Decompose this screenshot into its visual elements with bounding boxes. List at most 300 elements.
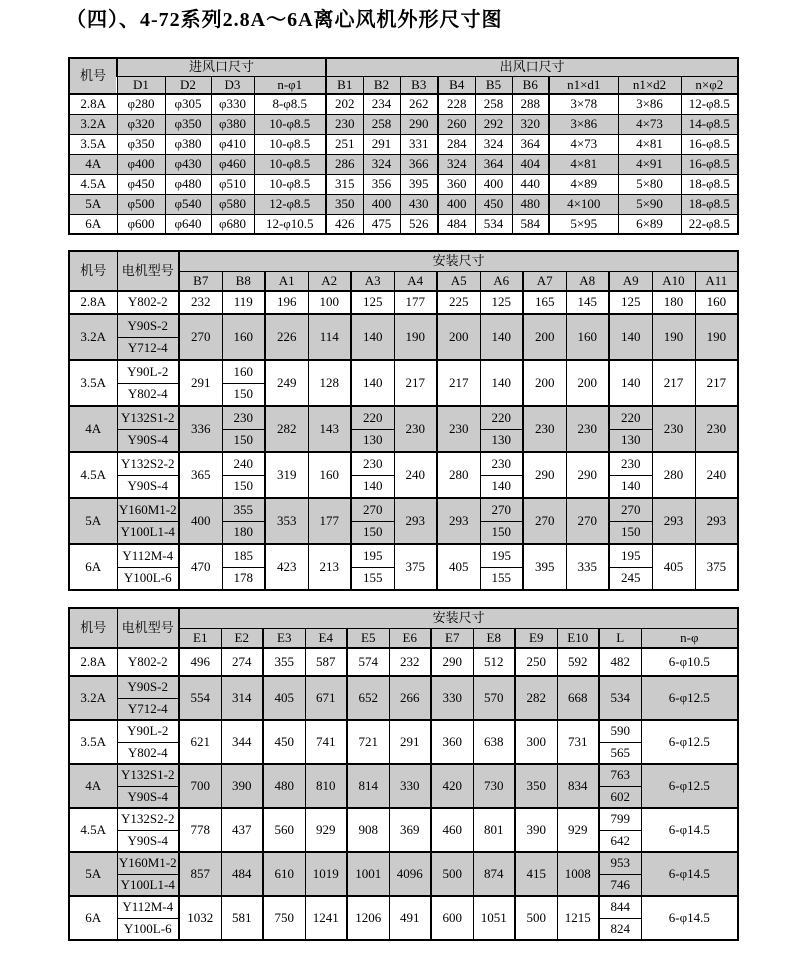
value-cell: 270 bbox=[179, 314, 222, 360]
value-cell-top: 220 bbox=[351, 406, 394, 429]
value-cell: 258 bbox=[475, 94, 512, 114]
value-cell: 18-φ8.5 bbox=[681, 174, 738, 194]
value-cell: 293 bbox=[394, 498, 437, 544]
motor-column-header: 电机型号 bbox=[117, 608, 179, 648]
value-cell-top: 844 bbox=[599, 896, 641, 918]
value-cell-bottom: 746 bbox=[599, 874, 641, 896]
value-cell: 290 bbox=[400, 114, 438, 134]
value-cell-bottom: 140 bbox=[480, 475, 523, 498]
value-cell: 200 bbox=[523, 314, 566, 360]
value-cell: 1241 bbox=[305, 896, 347, 940]
value-cell: 180 bbox=[652, 291, 695, 314]
value-cell: 638 bbox=[473, 720, 515, 764]
value-cell: 6-φ10.5 bbox=[641, 648, 738, 676]
value-cell: 165 bbox=[523, 291, 566, 314]
value-cell: 1008 bbox=[557, 852, 599, 896]
machine-column-header: 机号 bbox=[69, 608, 117, 648]
table-row bbox=[69, 852, 738, 874]
value-cell: 12-φ8.5 bbox=[254, 194, 326, 214]
value-cell: 929 bbox=[305, 808, 347, 852]
table-row bbox=[69, 114, 738, 134]
value-cell: 1019 bbox=[305, 852, 347, 896]
value-cell: φ320 bbox=[117, 114, 165, 134]
table-row bbox=[69, 544, 738, 567]
value-cell-bottom: 140 bbox=[351, 475, 394, 498]
value-cell-bottom: 150 bbox=[609, 521, 652, 544]
column-header: B7 bbox=[179, 271, 222, 291]
motor-cell: Y112M-4 bbox=[117, 896, 179, 918]
value-cell: 230 bbox=[695, 406, 738, 452]
value-cell: 282 bbox=[515, 676, 557, 720]
value-cell: 6-φ14.5 bbox=[641, 808, 738, 852]
machine-cell: 6A bbox=[69, 896, 117, 940]
value-cell: 671 bbox=[305, 676, 347, 720]
motor-cell: Y90S-4 bbox=[117, 786, 179, 808]
value-cell: 426 bbox=[326, 214, 363, 234]
machine-cell: 4A bbox=[69, 764, 117, 808]
value-cell: 270 bbox=[566, 498, 609, 544]
value-cell: 196 bbox=[265, 291, 308, 314]
column-header: B5 bbox=[475, 76, 512, 94]
value-cell: 364 bbox=[512, 134, 549, 154]
value-cell-bottom: 150 bbox=[351, 521, 394, 544]
value-cell-top: 270 bbox=[609, 498, 652, 521]
value-cell: 125 bbox=[480, 291, 523, 314]
value-cell: 400 bbox=[438, 194, 475, 214]
machine-cell: 4A bbox=[69, 154, 117, 174]
value-cell: 390 bbox=[221, 764, 263, 808]
value-cell: 470 bbox=[179, 544, 222, 590]
value-cell: 460 bbox=[431, 808, 473, 852]
value-cell: 500 bbox=[515, 896, 557, 940]
value-cell: 292 bbox=[475, 114, 512, 134]
value-cell: 440 bbox=[512, 174, 549, 194]
value-cell: 140 bbox=[480, 360, 523, 406]
value-cell: 350 bbox=[326, 194, 363, 214]
value-cell-top: 195 bbox=[480, 544, 523, 567]
value-cell: 390 bbox=[515, 808, 557, 852]
value-cell: 857 bbox=[179, 852, 221, 896]
value-cell-bottom: 150 bbox=[222, 383, 265, 406]
motor-cell: Y132S1-2 bbox=[117, 406, 179, 429]
value-cell-bottom: 150 bbox=[222, 429, 265, 452]
value-cell: φ380 bbox=[211, 114, 254, 134]
value-cell: 500 bbox=[431, 852, 473, 896]
value-cell: 12-φ8.5 bbox=[681, 94, 738, 114]
value-cell: 240 bbox=[695, 452, 738, 498]
value-cell: 10-φ8.5 bbox=[254, 154, 326, 174]
value-cell: φ480 bbox=[165, 174, 211, 194]
value-cell: 213 bbox=[308, 544, 351, 590]
value-cell: 143 bbox=[308, 406, 351, 452]
value-cell: 6×89 bbox=[618, 214, 681, 234]
column-header: E4 bbox=[305, 628, 347, 648]
value-cell: 1215 bbox=[557, 896, 599, 940]
installation-group-header: 安装尺寸 bbox=[179, 251, 738, 271]
value-cell-top: 230 bbox=[609, 452, 652, 475]
column-header: n×φ2 bbox=[681, 76, 738, 94]
value-cell: 584 bbox=[512, 214, 549, 234]
machine-column-header: 机号 bbox=[69, 251, 117, 291]
value-cell: 496 bbox=[179, 648, 221, 676]
value-cell: 801 bbox=[473, 808, 515, 852]
value-cell: 293 bbox=[437, 498, 480, 544]
value-cell: 929 bbox=[557, 808, 599, 852]
value-cell: 177 bbox=[394, 291, 437, 314]
table-row bbox=[69, 314, 738, 337]
column-header: E2 bbox=[221, 628, 263, 648]
value-cell: 5×80 bbox=[618, 174, 681, 194]
value-cell: 230 bbox=[326, 114, 363, 134]
value-cell: φ680 bbox=[211, 214, 254, 234]
table-row bbox=[69, 194, 738, 214]
value-cell: 100 bbox=[308, 291, 351, 314]
value-cell: 8-φ8.5 bbox=[254, 94, 326, 114]
value-cell: 293 bbox=[695, 498, 738, 544]
value-cell-bottom: 130 bbox=[351, 429, 394, 452]
value-cell: 291 bbox=[389, 720, 431, 764]
value-cell: 160 bbox=[308, 452, 351, 498]
motor-cell: Y90L-2 bbox=[117, 720, 179, 742]
value-cell-top: 355 bbox=[222, 498, 265, 521]
motor-cell: Y712-4 bbox=[117, 698, 179, 720]
value-cell: 250 bbox=[515, 648, 557, 676]
value-cell: 22-φ8.5 bbox=[681, 214, 738, 234]
motor-cell: Y802-4 bbox=[117, 383, 179, 406]
value-cell-top: 230 bbox=[480, 452, 523, 475]
machine-cell: 2.8A bbox=[69, 648, 117, 676]
value-cell: 284 bbox=[438, 134, 475, 154]
value-cell: 395 bbox=[523, 544, 566, 590]
value-cell: 315 bbox=[326, 174, 363, 194]
value-cell-bottom: 150 bbox=[480, 521, 523, 544]
value-cell: 230 bbox=[394, 406, 437, 452]
value-cell: 160 bbox=[566, 314, 609, 360]
column-header: n1×d1 bbox=[549, 76, 618, 94]
value-cell: 125 bbox=[351, 291, 394, 314]
value-cell: 3×78 bbox=[549, 94, 618, 114]
value-cell: φ450 bbox=[117, 174, 165, 194]
value-cell-top: 195 bbox=[351, 544, 394, 567]
motor-cell: Y802-4 bbox=[117, 742, 179, 764]
value-cell: 12-φ10.5 bbox=[254, 214, 326, 234]
value-cell: φ410 bbox=[211, 134, 254, 154]
value-cell-bottom: 245 bbox=[609, 567, 652, 590]
table-row bbox=[69, 764, 738, 786]
column-header: B6 bbox=[512, 76, 549, 94]
value-cell: 258 bbox=[363, 114, 400, 134]
value-cell: 400 bbox=[179, 498, 222, 544]
column-header: E9 bbox=[515, 628, 557, 648]
value-cell: 834 bbox=[557, 764, 599, 808]
value-cell: 140 bbox=[351, 314, 394, 360]
value-cell: 475 bbox=[363, 214, 400, 234]
machine-cell: 3.2A bbox=[69, 676, 117, 720]
value-cell: 145 bbox=[566, 291, 609, 314]
value-cell: 4×81 bbox=[549, 154, 618, 174]
table-row bbox=[69, 808, 738, 830]
column-header: A5 bbox=[437, 271, 480, 291]
value-cell: 621 bbox=[179, 720, 221, 764]
value-cell: 369 bbox=[389, 808, 431, 852]
value-cell: 592 bbox=[557, 648, 599, 676]
value-cell: φ580 bbox=[211, 194, 254, 214]
table-row bbox=[69, 134, 738, 154]
value-cell-top: 953 bbox=[599, 852, 641, 874]
value-cell-bottom: 130 bbox=[609, 429, 652, 452]
machine-cell: 4.5A bbox=[69, 808, 117, 852]
table-row bbox=[69, 360, 738, 383]
value-cell: 226 bbox=[265, 314, 308, 360]
value-cell: 251 bbox=[326, 134, 363, 154]
table-row bbox=[69, 452, 738, 475]
table-row bbox=[69, 406, 738, 429]
column-header: B4 bbox=[438, 76, 475, 94]
value-cell: 114 bbox=[308, 314, 351, 360]
value-cell: 290 bbox=[523, 452, 566, 498]
value-cell: 217 bbox=[652, 360, 695, 406]
motor-cell: Y90S-2 bbox=[117, 676, 179, 698]
motor-cell: Y100L-6 bbox=[117, 918, 179, 940]
motor-cell: Y90L-2 bbox=[117, 360, 179, 383]
value-cell: 1206 bbox=[347, 896, 389, 940]
value-cell: φ350 bbox=[117, 134, 165, 154]
column-header: B2 bbox=[363, 76, 400, 94]
value-cell-bottom: 565 bbox=[599, 742, 641, 764]
value-cell: 482 bbox=[599, 648, 641, 676]
value-cell-top: 230 bbox=[351, 452, 394, 475]
value-cell: 554 bbox=[179, 676, 221, 720]
value-cell: 190 bbox=[652, 314, 695, 360]
column-header: E6 bbox=[389, 628, 431, 648]
value-cell: 16-φ8.5 bbox=[681, 154, 738, 174]
value-cell: 360 bbox=[431, 720, 473, 764]
value-cell: 10-φ8.5 bbox=[254, 134, 326, 154]
value-cell: 330 bbox=[389, 764, 431, 808]
value-cell: 405 bbox=[437, 544, 480, 590]
header-row bbox=[69, 76, 738, 94]
value-cell-bottom: 150 bbox=[222, 475, 265, 498]
value-cell: 140 bbox=[609, 314, 652, 360]
motor-cell: Y132S1-2 bbox=[117, 764, 179, 786]
value-cell: 344 bbox=[221, 720, 263, 764]
table-row bbox=[69, 720, 738, 742]
value-cell: 375 bbox=[394, 544, 437, 590]
value-cell: φ600 bbox=[117, 214, 165, 234]
machine-cell: 2.8A bbox=[69, 291, 117, 314]
value-cell: 356 bbox=[363, 174, 400, 194]
value-cell: 230 bbox=[523, 406, 566, 452]
value-cell: 874 bbox=[473, 852, 515, 896]
value-cell: 14-φ8.5 bbox=[681, 114, 738, 134]
machine-cell: 3.5A bbox=[69, 360, 117, 406]
value-cell: 6-φ14.5 bbox=[641, 852, 738, 896]
value-cell: 6-φ12.5 bbox=[641, 720, 738, 764]
value-cell-bottom: 824 bbox=[599, 918, 641, 940]
column-header: A6 bbox=[480, 271, 523, 291]
value-cell: 1001 bbox=[347, 852, 389, 896]
column-header: B3 bbox=[400, 76, 438, 94]
value-cell: 420 bbox=[431, 764, 473, 808]
value-cell: 3×86 bbox=[618, 94, 681, 114]
machine-cell: 4.5A bbox=[69, 452, 117, 498]
outlet-group-header: 出风口尺寸 bbox=[326, 58, 738, 76]
value-cell: 177 bbox=[308, 498, 351, 544]
value-cell: 331 bbox=[400, 134, 438, 154]
value-cell: 335 bbox=[566, 544, 609, 590]
table-row bbox=[69, 154, 738, 174]
value-cell: 652 bbox=[347, 676, 389, 720]
value-cell: 5×90 bbox=[618, 194, 681, 214]
value-cell: 330 bbox=[431, 676, 473, 720]
inlet-group-header: 进风口尺寸 bbox=[117, 58, 326, 76]
value-cell: 6-φ12.5 bbox=[641, 764, 738, 808]
machine-cell: 5A bbox=[69, 852, 117, 896]
motor-cell: Y712-4 bbox=[117, 337, 179, 360]
machine-cell: 3.5A bbox=[69, 134, 117, 154]
value-cell: 512 bbox=[473, 648, 515, 676]
value-cell: 3×86 bbox=[549, 114, 618, 134]
value-cell: 574 bbox=[347, 648, 389, 676]
column-header: A3 bbox=[351, 271, 394, 291]
value-cell-top: 270 bbox=[351, 498, 394, 521]
value-cell: 266 bbox=[389, 676, 431, 720]
value-cell: 324 bbox=[438, 154, 475, 174]
value-cell: 270 bbox=[523, 498, 566, 544]
value-cell: 750 bbox=[263, 896, 305, 940]
value-cell: 534 bbox=[599, 676, 641, 720]
value-cell: 587 bbox=[305, 648, 347, 676]
value-cell-bottom: 130 bbox=[480, 429, 523, 452]
header-row bbox=[69, 58, 738, 76]
value-cell-bottom: 180 bbox=[222, 521, 265, 544]
value-cell: 324 bbox=[363, 154, 400, 174]
table-row bbox=[69, 94, 738, 114]
value-cell: 262 bbox=[400, 94, 438, 114]
motor-cell: Y802-2 bbox=[117, 291, 179, 314]
value-cell: 314 bbox=[221, 676, 263, 720]
value-cell: 10-φ8.5 bbox=[254, 114, 326, 134]
value-cell: 4×73 bbox=[618, 114, 681, 134]
motor-cell: Y132S2-2 bbox=[117, 808, 179, 830]
value-cell: 230 bbox=[652, 406, 695, 452]
value-cell: 230 bbox=[437, 406, 480, 452]
value-cell: 730 bbox=[473, 764, 515, 808]
value-cell: 290 bbox=[431, 648, 473, 676]
value-cell: 217 bbox=[437, 360, 480, 406]
motor-cell: Y112M-4 bbox=[117, 544, 179, 567]
value-cell: 240 bbox=[394, 452, 437, 498]
header-row bbox=[69, 608, 738, 628]
value-cell-top: 230 bbox=[222, 406, 265, 429]
value-cell: φ305 bbox=[165, 94, 211, 114]
value-cell: 350 bbox=[515, 764, 557, 808]
value-cell: 700 bbox=[179, 764, 221, 808]
value-cell: 320 bbox=[512, 114, 549, 134]
value-cell-top: 220 bbox=[609, 406, 652, 429]
value-cell: φ510 bbox=[211, 174, 254, 194]
value-cell-top: 763 bbox=[599, 764, 641, 786]
value-cell: 140 bbox=[351, 360, 394, 406]
value-cell: 282 bbox=[265, 406, 308, 452]
header-row bbox=[69, 251, 738, 271]
value-cell: 274 bbox=[221, 648, 263, 676]
installation-dimensions-table-e bbox=[68, 607, 739, 941]
value-cell: 450 bbox=[263, 720, 305, 764]
value-cell-bottom: 155 bbox=[351, 567, 394, 590]
machine-cell: 3.2A bbox=[69, 314, 117, 360]
value-cell: 232 bbox=[179, 291, 222, 314]
value-cell: 360 bbox=[438, 174, 475, 194]
value-cell: 430 bbox=[400, 194, 438, 214]
value-cell-bottom: 140 bbox=[609, 475, 652, 498]
value-cell: 814 bbox=[347, 764, 389, 808]
value-cell: 6-φ12.5 bbox=[641, 676, 738, 720]
value-cell-top: 270 bbox=[480, 498, 523, 521]
column-header: E8 bbox=[473, 628, 515, 648]
installation-group-header: 安装尺寸 bbox=[179, 608, 738, 628]
value-cell: 225 bbox=[437, 291, 480, 314]
machine-cell: 4.5A bbox=[69, 174, 117, 194]
value-cell: 293 bbox=[652, 498, 695, 544]
value-cell: 395 bbox=[400, 174, 438, 194]
value-cell: 560 bbox=[263, 808, 305, 852]
value-cell: 319 bbox=[265, 452, 308, 498]
value-cell: 291 bbox=[363, 134, 400, 154]
motor-cell: Y100L1-4 bbox=[117, 521, 179, 544]
table-row bbox=[69, 648, 738, 676]
value-cell: 217 bbox=[394, 360, 437, 406]
value-cell-top: 160 bbox=[222, 360, 265, 383]
value-cell: 731 bbox=[557, 720, 599, 764]
column-header: E3 bbox=[263, 628, 305, 648]
value-cell: 200 bbox=[437, 314, 480, 360]
value-cell: 450 bbox=[475, 194, 512, 214]
value-cell: 437 bbox=[221, 808, 263, 852]
column-header: A4 bbox=[394, 271, 437, 291]
value-cell: 4×91 bbox=[618, 154, 681, 174]
table-row bbox=[69, 896, 738, 918]
value-cell: 400 bbox=[475, 174, 512, 194]
value-cell-bottom: 155 bbox=[480, 567, 523, 590]
column-header: D2 bbox=[165, 76, 211, 94]
table-row bbox=[69, 174, 738, 194]
value-cell: φ280 bbox=[117, 94, 165, 114]
column-header: A2 bbox=[308, 271, 351, 291]
value-cell: 1032 bbox=[179, 896, 221, 940]
motor-cell: Y160M1-2 bbox=[117, 852, 179, 874]
value-cell: 18-φ8.5 bbox=[681, 194, 738, 214]
motor-cell: Y90S-4 bbox=[117, 429, 179, 452]
value-cell: 355 bbox=[263, 648, 305, 676]
value-cell: 291 bbox=[179, 360, 222, 406]
column-header: A10 bbox=[652, 271, 695, 291]
value-cell: 202 bbox=[326, 94, 363, 114]
column-header: A7 bbox=[523, 271, 566, 291]
value-cell: 908 bbox=[347, 808, 389, 852]
value-cell: 234 bbox=[363, 94, 400, 114]
value-cell: 480 bbox=[263, 764, 305, 808]
column-header: L bbox=[599, 628, 641, 648]
value-cell: 353 bbox=[265, 498, 308, 544]
value-cell: 405 bbox=[652, 544, 695, 590]
value-cell: 217 bbox=[695, 360, 738, 406]
value-cell: 721 bbox=[347, 720, 389, 764]
machine-cell: 3.5A bbox=[69, 720, 117, 764]
value-cell: 128 bbox=[308, 360, 351, 406]
column-header: B8 bbox=[222, 271, 265, 291]
installation-dimensions-table-a bbox=[68, 250, 739, 591]
